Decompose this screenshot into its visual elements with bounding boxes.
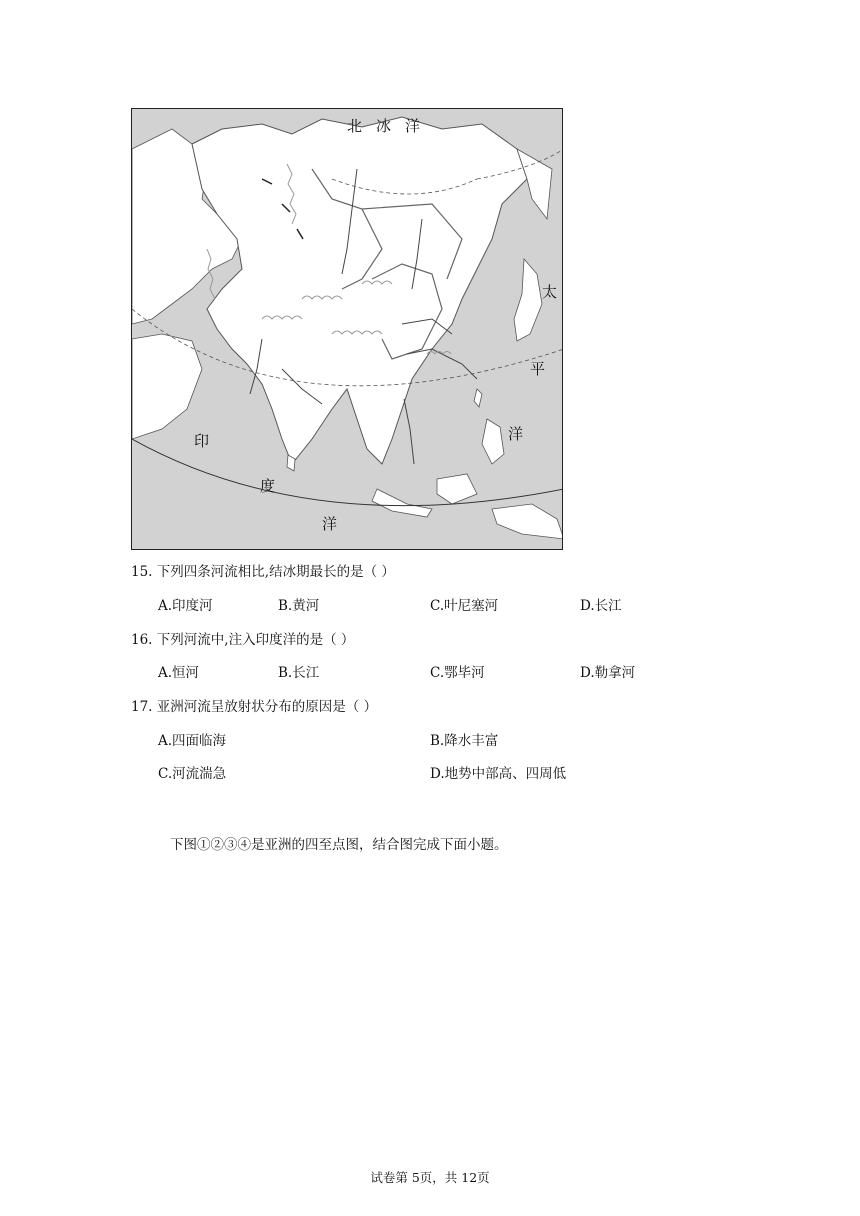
question-17: [131, 698, 377, 716]
option-letter: D.: [580, 665, 595, 681]
q16-option-b[interactable]: [278, 664, 319, 682]
option-text: 地势中部高、四周低: [444, 766, 567, 782]
q17-option-b[interactable]: [430, 732, 498, 750]
question-number: 15.: [131, 564, 153, 580]
option-letter: D.: [580, 598, 595, 614]
q16-option-c[interactable]: [430, 664, 485, 682]
question-15: [131, 563, 395, 581]
arctic-ocean-label: 北冰洋: [347, 117, 435, 135]
option-text: 鄂毕河: [444, 665, 485, 681]
question-text: 下列四条河流相比,结冰期最长的是（ ）: [156, 564, 395, 580]
pacific-ocean-label-3: 洋: [508, 425, 524, 443]
option-letter: A.: [158, 665, 173, 681]
option-letter: C.: [158, 766, 173, 782]
q17-option-d[interactable]: [430, 765, 566, 783]
option-text: 河流湍急: [172, 766, 227, 782]
q17-option-a[interactable]: [158, 732, 226, 750]
question-text: 下列河流中,注入印度洋的是（ ）: [156, 632, 355, 648]
q15-option-a[interactable]: [158, 597, 213, 615]
question-text: 亚洲河流呈放射状分布的原因是（ ）: [156, 699, 378, 715]
indian-ocean-label-1: 印: [194, 432, 210, 450]
option-text: 黄河: [292, 598, 320, 614]
indian-ocean-label-3: 洋: [322, 515, 338, 533]
option-text: 叶尼塞河: [444, 598, 499, 614]
option-letter: D.: [430, 766, 445, 782]
pacific-ocean-label-2: 平: [530, 360, 546, 378]
page-footer: 试卷第 5页，共 12页: [370, 1170, 490, 1185]
option-text: 长江: [292, 665, 320, 681]
q17-option-c[interactable]: [158, 765, 226, 783]
section-intro: 下图①②③④是亚洲的四至点图，结合图完成下面小题。: [170, 837, 508, 853]
option-text: 勒拿河: [594, 665, 636, 681]
option-text: 印度河: [172, 598, 213, 614]
option-text: 恒河: [172, 665, 200, 681]
indian-ocean-label-2: 度: [260, 477, 276, 495]
pacific-ocean-label-1: 太: [542, 283, 558, 301]
map-svg: [132, 109, 563, 550]
option-text: 长江: [594, 598, 622, 614]
q16-option-d[interactable]: [580, 664, 635, 682]
option-letter: A.: [158, 598, 173, 614]
option-letter: B.: [430, 733, 445, 749]
question-16: [131, 631, 354, 649]
option-letter: C.: [430, 665, 445, 681]
question-number: 16.: [131, 632, 153, 648]
option-letter: B.: [278, 598, 293, 614]
question-number: 17.: [131, 699, 153, 715]
asia-rivers-map: [131, 108, 563, 550]
q15-option-d[interactable]: [580, 597, 622, 615]
option-text: 降水丰富: [444, 733, 499, 749]
option-text: 四面临海: [172, 733, 227, 749]
q16-option-a[interactable]: [158, 664, 199, 682]
option-letter: B.: [278, 665, 293, 681]
option-letter: A.: [158, 733, 173, 749]
q15-option-b[interactable]: [278, 597, 319, 615]
option-letter: C.: [430, 598, 445, 614]
q15-option-c[interactable]: [430, 597, 498, 615]
